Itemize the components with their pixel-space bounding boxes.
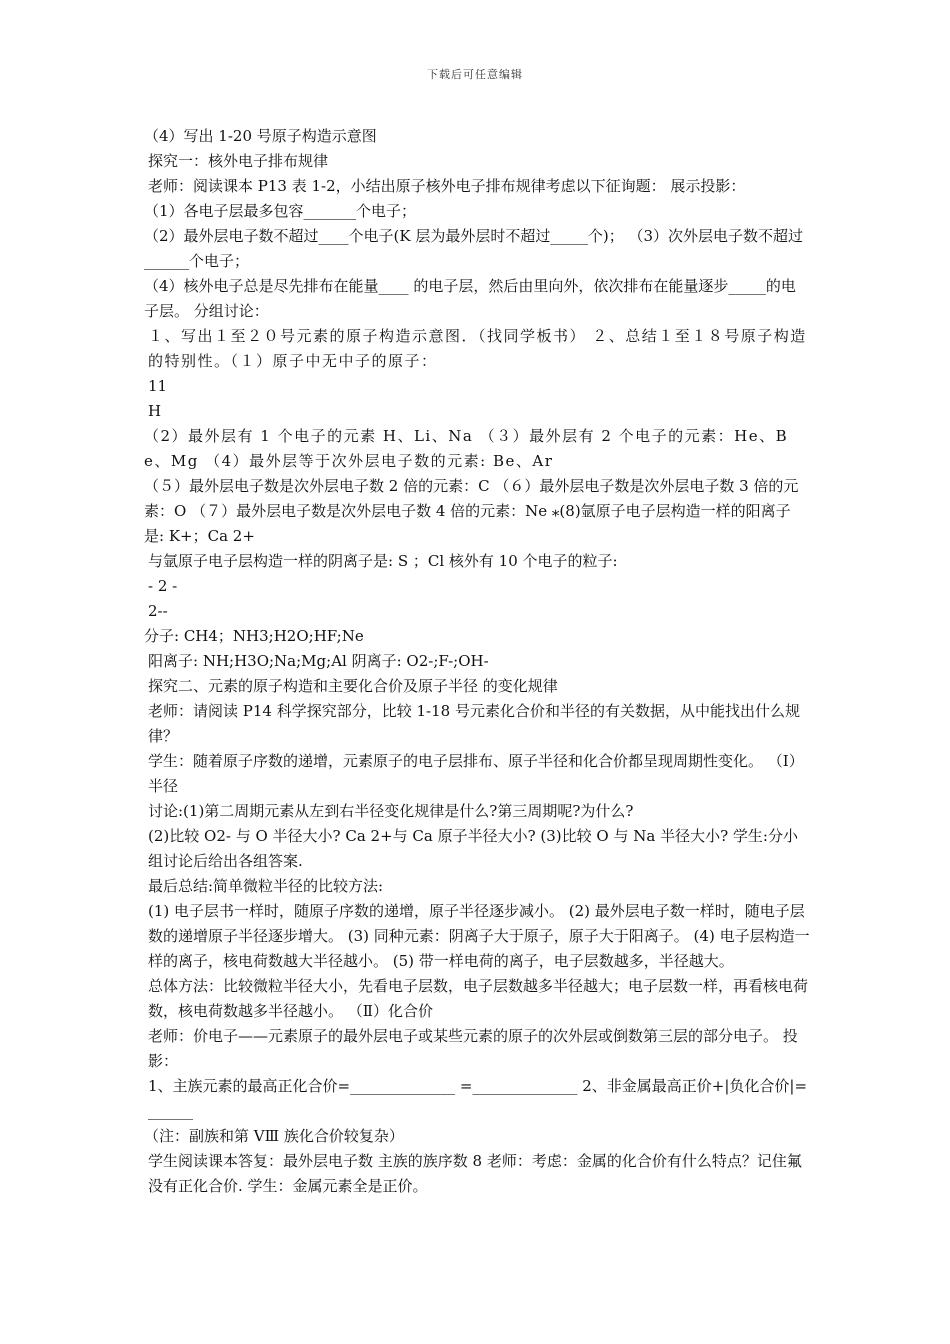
section-heading: 探究二、元素的原子构造和主要化合价及原子半径 的变化规律	[148, 677, 558, 695]
text-line: 与氩原子电子层构造一样的阴离子是: S ；Cl 核外有 10 个电子的粒子:	[148, 552, 618, 570]
text-line: 讨论:(1)第二周期元素从左到右半径变化规律是什么?第三周期呢?为什么?	[148, 802, 634, 820]
section-heading: 探究一：核外电子排布规律	[148, 152, 329, 170]
text-line: (1) 电子层书一样时，随原子序数的递增，原子半径逐步减小。 (2) 最外层电子数一样时，随电子层数的递增原子半径逐步增大。 (3) 同种元素：阴离子大于原子，原子大于阳离子。 (4) 电子层构造一样的离子，核电荷数越大半径越小。 (5) 带一样电荷的离子，电子层数越多，半径越大。	[148, 902, 810, 970]
text-line: 阳离子: NH;H3O;Na;Mg;Al 阴离子: O2-;F-;OH-	[148, 652, 489, 670]
text-line: (2)比较 O2- 与 O 半径大小? Ca 2+与 Ca 原子半径大小? (3)比较 O 与 Na 半径大小? 学生:分小组讨论后给出各组答案.	[148, 827, 798, 870]
text-line: （2）最外层有 1 个电子的元素 H、Li、Na （３）最外层有 2 个电子的元素：He、Be、Mg （4）最外层等于次外层电子数的元素: Be、Ar	[144, 427, 789, 470]
text-line: H	[148, 402, 162, 420]
text-line: - 2 -	[148, 577, 178, 595]
text-line: （1）各电子层最多包容_______个电子；	[144, 202, 417, 220]
text-line: 分子: CH4；NH3;H2O;HF;Ne	[144, 627, 364, 645]
text-line: （4）核外电子总是尽先排布在能量____ 的电子层，然后由里向外，依次排布在能量逐步_____的电子层。 分组讨论：	[144, 277, 796, 320]
text-line: 老师：价电子——元素原子的最外层电子或某些元素的原子的次外层或倒数第三层的部分电子。 投影：	[148, 1027, 798, 1070]
text-line: 老师：请阅读 P14 科学探究部分，比较 1-18 号元素化合价和半径的有关数据，从中能找出什么规律？	[148, 702, 800, 745]
text-line: １、写出１至２０号元素的原子构造示意图．（找同学板书） ２、总结１至１８号原子构造的特别性。（１）原子中无中子的原子：	[148, 327, 807, 370]
page-header: 下载后可任意编辑	[427, 68, 523, 81]
text-line: 学生：随着原子序数的递增，元素原子的电子层排布、原子半径和化合价都呈现周期性变化。 （Ⅰ）半径	[148, 752, 804, 795]
text-line: 2--	[148, 602, 168, 620]
text-line: 最后总结:简单微粒半径的比较方法:	[148, 877, 384, 895]
text-line: 学生阅读课本答复：最外层电子数 主族的族序数 8 老师：考虑：金属的化合价有什么特点？记住氟没有正化合价. 学生：金属元素全是正价。	[148, 1152, 802, 1195]
text-line: （注：副族和第 VⅢ 族化合价较复杂）	[144, 1127, 404, 1145]
text-line: 总体方法：比较微粒半径大小，先看电子层数，电子层数越多半径越大；电子层数一样，再看核电荷数，核电荷数越多半径越小。 （Ⅱ）化合价	[148, 977, 809, 1020]
text-line: 1、主族元素的最高正化合价=______________ =______________ 2、非金属最高正价+|负化合价|=______	[148, 1077, 808, 1120]
text-line: （2）最外层电子数不超过____个电子(K 层为最外层时不超过_____个)； （3）次外层电子数不超过______个电子；	[144, 227, 804, 270]
document-body	[144, 124, 810, 1199]
text-line: （4）写出 1-20 号原子构造示意图	[144, 127, 377, 145]
text-line: 11	[148, 377, 168, 395]
text-line: 老师：阅读课本 P13 表 1-2，小结出原子核外电子排布规律考虑以下征询题： 展示投影：	[148, 177, 746, 195]
text-line: （５）最外层电子数是次外层电子数 2 倍的元素：C （６）最外层电子数是次外层电子数 3 倍的元素：O （７）最外层电子数是次外层电子数 4 倍的元素：Ne ⁎(8)氩原子电子层构造一样的阳离子是: K+；Ca 2+	[144, 477, 799, 545]
